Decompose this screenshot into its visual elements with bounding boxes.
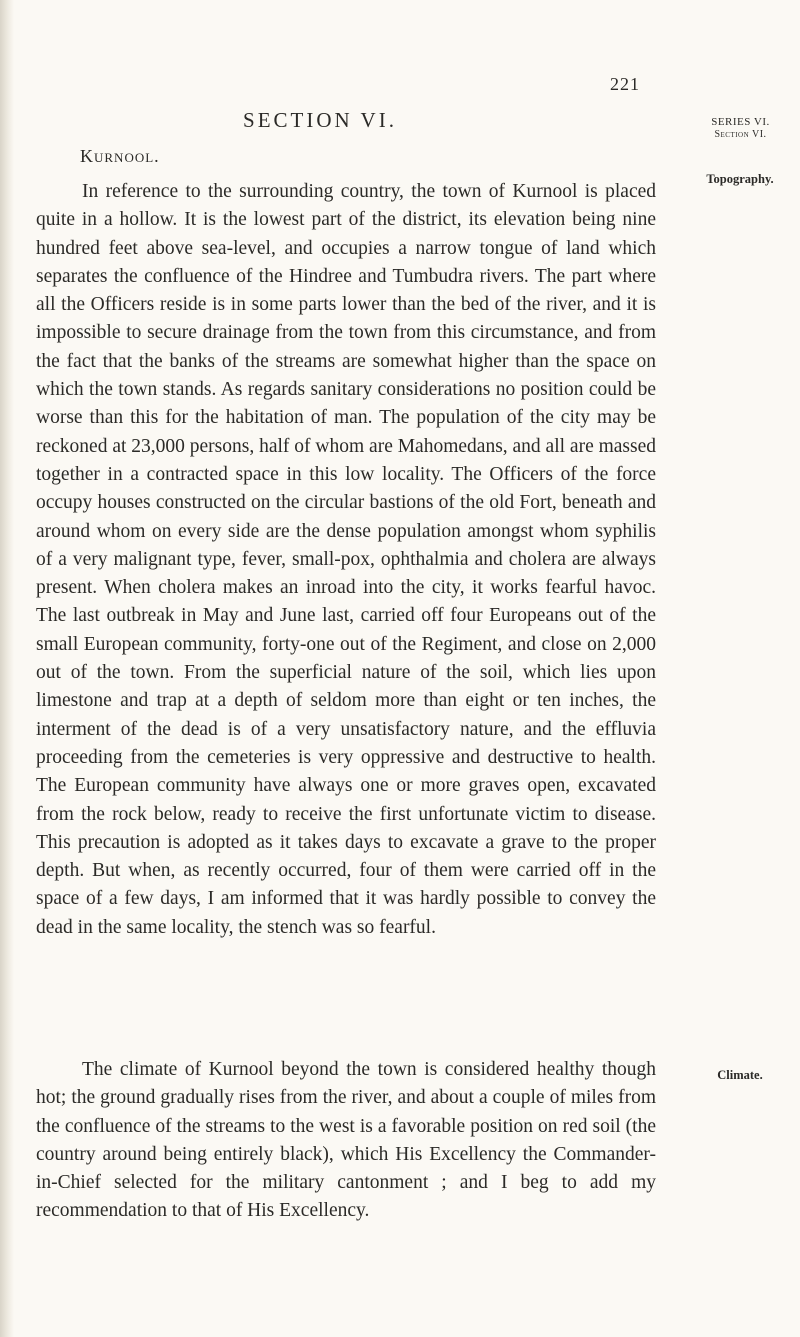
page-binding-edge: [0, 0, 14, 1337]
page-number: 221: [610, 74, 640, 94]
side-note-topography: Topography.: [706, 172, 774, 186]
margin-series-label: SERIES VI.: [711, 116, 770, 128]
section-title: SECTION VI.: [243, 108, 397, 132]
margin-section-label: Section VI.: [714, 129, 767, 140]
side-note-climate: Climate.: [717, 1068, 763, 1082]
paragraph-climate: The climate of Kurnool beyond the town is considered healthy though hot; the ground gradually rises from the river, and about a couple of miles from the confluence of the streams to the west is a favorable position on red soil (the country around being entirely black), which His Excellency the Commander-in-Chief selected for the military cantonment ; and I beg to add my recommendation to that of His Excellency.: [36, 1059, 656, 1222]
subtitle: Kurnool.: [80, 146, 160, 166]
paragraph-topography: In reference to the surrounding country, the town of Kurnool is placed quite in a hollow. It is the lowest part of the district, its elevation being nine hundred feet above sea-level, and occupies a narrow tongue of land which separates the confluence of the Hindree and Tumbudra rivers. The part where all the Officers reside is in some parts lower than the bed of the river, and it is impossible to secure drainage from the town from this circumstance, and from the fact that the banks of the streams are somewhat higher than the space on which the town stands. As regards sanitary considerations no position could be worse than this for the habitation of man. The population of the city may be reckoned at 23,000 persons, half of whom are Mahomedans, and all are massed together in a contracted space in this low locality. The Officers of the force occupy houses constructed on the circular bastions of the old Fort, beneath and around whom on every side are the dense population amongst whom syphilis of a very malignant type, fever, small-pox, ophthalmia and cholera are always present. When cholera makes an inroad into the city, it works fearful havoc. The last outbreak in May and June last, carried off four Europeans out of the small European community, forty-one out of the Regiment, and close on 2,000 out of the town. From the superficial nature of the soil, which lies upon limestone and trap at a depth of seldom more than eight or ten inches, the interment of the dead is of a very unsatisfactory nature, and the effluvia proceeding from the cemeteries is very oppressive and destructive to health. The European community have always one or more graves open, excavated from the rock below, ready to receive the first unfortunate victim to disease. This precaution is adopted as it takes days to excavate a grave to the proper depth. But when, as recently occurred, four of them were carried off in the space of a few days, I am informed that it was hardly possible to convey the dead in the same locality, the stench was so fearful.: [36, 181, 657, 938]
